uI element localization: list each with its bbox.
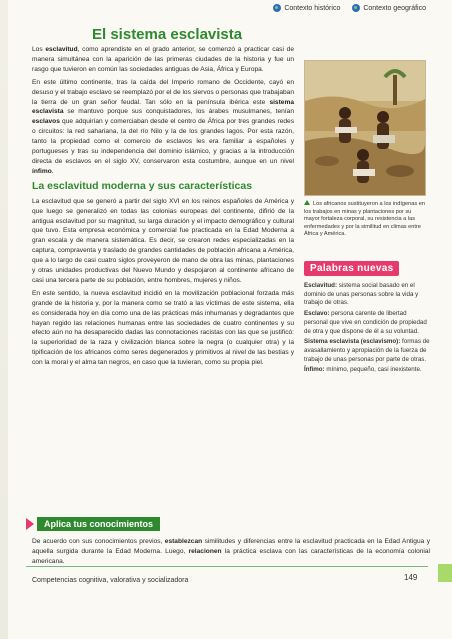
aplica-label: Aplica tus conocimientos [37, 517, 160, 531]
definition-term: Ínfimo: [304, 366, 325, 374]
definition-item [304, 310, 430, 336]
text-run: De acuerdo con sus conocimientos previos, [32, 538, 165, 545]
text-run: , como aprendiste en el grado anterior, se comenzó a practicar casi de manera simultánea con la aparición de las primeras ciudades de la historia y fue un rasgo que tuvieron en común las sociedades antiguas de Asia, África y Europa. [32, 46, 294, 73]
bold-term: esclavos [32, 118, 60, 126]
definition-text: sistema social basado en el dominio de unas personas sobre la vida y trabajo de otras. [304, 282, 419, 307]
definition-item [304, 338, 430, 364]
text-run: En este último continente, tras la caída del Imperio romano de Occidente, cayó en desuso y el trabajo esclavo se reemplazó por el de los siervos o personas que trabajaban la tierra de un gran señor feudal. Tan sólo en la península ibérica este [32, 78, 294, 106]
context-tags [273, 4, 426, 12]
footer-divider [26, 566, 428, 567]
text-run: similitudes y diferencias entre la esclavitud practicada en la Edad Antigua y aquella surgida durante la Edad Moderna. Luego, [32, 538, 430, 555]
text-run: la práctica esclava con las características de la economía colonial americana. [32, 547, 430, 565]
section-subtitle: La esclavitud moderna y sus características [32, 179, 253, 192]
definition-text: persona carente de libertad personal que vive en condición de propiedad de otra y que dispone de él a su voluntad. [304, 310, 427, 335]
text-run: que adquirían y comerciaban desde el centro de África por tres grandes redes o circuitos: la red sahariana, la del río Nilo y la de los grandes lagos. Por esta razón, tanto la propiedad como el comercio de esclavos les era familiar a españoles y portugueses y tras su independencia del dominio islámico, y gracias a la introducción directa de esclavos en el siglo XV, conservaron esta costumbre, aunque en un nivel [32, 118, 294, 165]
aplica-header [26, 517, 160, 531]
main-text [32, 45, 294, 371]
footer-competencias: Competencias cognitiva, valorativa y socializadora [32, 577, 189, 584]
paragraph-4: En este sentido, la nueva esclavitud incidió en la movilización poblacional forzada más grande de la historia y, por la manera como se trató a las víctimas de este sistema, ella es considerada hoy en día como una de las prácticas más inhumanas y degradantes que hayan regido las relaciones humanas entre las sociedades de cuatro continentes y su efecto aún no ha desaparecido dadas las connotaciones racistas con las que se justificó: la superioridad de la raza y civilización blanca sobre la negra (o cualquier otra) y la tipificación de los africanos como seres degenerados y primitivos al nivel de las bestias y con la moral y el alma tan negros, en caso que la tuvieran, como su propia piel. [32, 289, 294, 367]
page-number: 149 [404, 573, 418, 582]
definition-term: Esclavitud: [304, 282, 338, 289]
globe-icon [352, 4, 360, 12]
illustration-slaves-mining [304, 60, 426, 196]
illustration-caption [304, 200, 426, 239]
definition-item [304, 282, 430, 308]
globe-icon [273, 4, 281, 12]
paragraph-3: La esclavitud que se generó a partir del siglo XVI en los reinos españoles de América y que luego se generalizó en todas las colonias europeas del continente, difirió de la antigua esclavitud por su magnitud, su larga duración y el impacto demográfico y cultural que tuvo. Esta empresa económica y comercial fue practicada en la Edad Moderna a gran escala y de manera sistemática. Es decir, se crearon redes especializadas en la captura, compraventa y traslado de grandes cantidades de población africana a América, que a lo largo de casi cuatro siglos proveyeron de mano de obra las minas, plantaciones y otras unidades productivas del Nuevo Mundo y despojaron al continente africano de casi una tercera parte de su población, entre hombres, mujeres y niños. [32, 197, 294, 284]
definition-text: mínimo, pequeño, casi inexistente. [324, 366, 422, 374]
triangle-bullet-icon [304, 200, 310, 205]
tag-historico-label: Contexto histórico [284, 4, 341, 12]
text-run: Los [32, 46, 46, 53]
bold-term: esclavitud [45, 46, 78, 53]
text-run: se mantuvo porque sus conquistadores, los árabes musulmanes, tenían [63, 108, 294, 116]
paragraph-2 [32, 78, 294, 177]
palabras-nuevas-box [304, 258, 430, 377]
caption-text: Los africanos sustituyeron a los indígenas en los trabajos en minas y plantaciones por su mayor fortaleza corporal, su resistencia a las enfermedades y por la similitud en climas entre África y América. [304, 201, 425, 238]
definition-item [304, 366, 430, 375]
paragraph-1 [32, 45, 294, 75]
bold-term: relacionen [188, 547, 222, 555]
text-run: . [51, 167, 54, 175]
tag-geografico-label: Contexto geográfico [363, 4, 426, 12]
bold-term: sistema esclavista [32, 98, 294, 116]
definition-term: Esclavo: [304, 310, 330, 318]
bold-term: establezcan [164, 538, 203, 545]
aplica-text [32, 537, 430, 566]
page-title: El sistema esclavista [92, 26, 243, 43]
definition-term: Sistema esclavista (esclavismo): [304, 338, 401, 346]
page-tab-marker [438, 564, 452, 582]
tag-geografico [352, 4, 426, 12]
arrow-right-icon [26, 518, 34, 530]
definition-text: formas de avasallamiento y apropiación de la fuerza de trabajo de unas personas por parte de otras. [304, 338, 430, 363]
tag-historico [273, 4, 340, 12]
palabras-nuevas-body [304, 282, 430, 375]
bold-term: ínfimo [32, 167, 52, 175]
page-edge [0, 0, 8, 639]
palabras-nuevas-title: Palabras nuevas [304, 261, 399, 276]
